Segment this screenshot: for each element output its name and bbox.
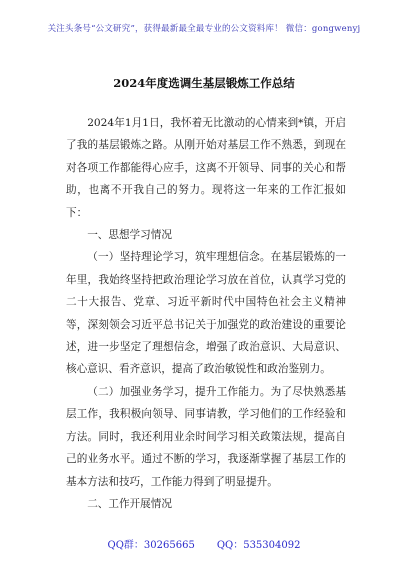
document-body — [66, 112, 346, 515]
footer-qq: QQ：535304092 — [216, 540, 301, 551]
section-heading-1: 一、思想学习情况 — [87, 229, 172, 242]
footer-qq-group: QQ群：30265665 — [107, 540, 195, 551]
footer-contact — [0, 536, 408, 551]
paragraph-business-study: （二）加强业务学习，提升工作能力。为了尽快熟悉基层工作，我积极向领导、同事请教，学习他们的工作经验和方法。同时，我还利用业余时间学习相关政策法规，提高自己的业务水平。通过不断的学习，我逐渐掌握了基层工作的基本方法和技巧，工作能力得到了明显提升。 — [66, 385, 346, 488]
paragraph-intro: 2024年1月1日，我怀着无比激动的心情来到*镇，开启了我的基层锻炼之路。从刚开始对基层工作不熟悉，到现在对各项工作都能得心应手，这离不开领导、同事的关心和帮助，也离不开我自己的努力。现将这一年来的工作汇报如下： — [66, 117, 346, 219]
section-heading-2: 二、工作开展情况 — [87, 497, 172, 510]
document-title: 2024年度选调生基层锻炼工作总结 — [113, 76, 295, 90]
paragraph-theory-study: （一）坚持理论学习，筑牢理想信念。在基层锻炼的一年里，我始终坚持把政治理论学习放在首位，认真学习党的二十大报告、党章、习近平新时代中国特色社会主义精神等，深刻领会习近平总书记关于加强党的政治建设的重要论述，进一步坚定了理想信念，增强了政治意识、大局意识、核心意识、看齐意识，提高了政治敏锐性和政治鉴别力。 — [66, 251, 346, 376]
header-banner: 关注头条号“公文研究”，获得最新最全最专业的公文资料库！ 微信：gongwenyj — [47, 24, 361, 34]
